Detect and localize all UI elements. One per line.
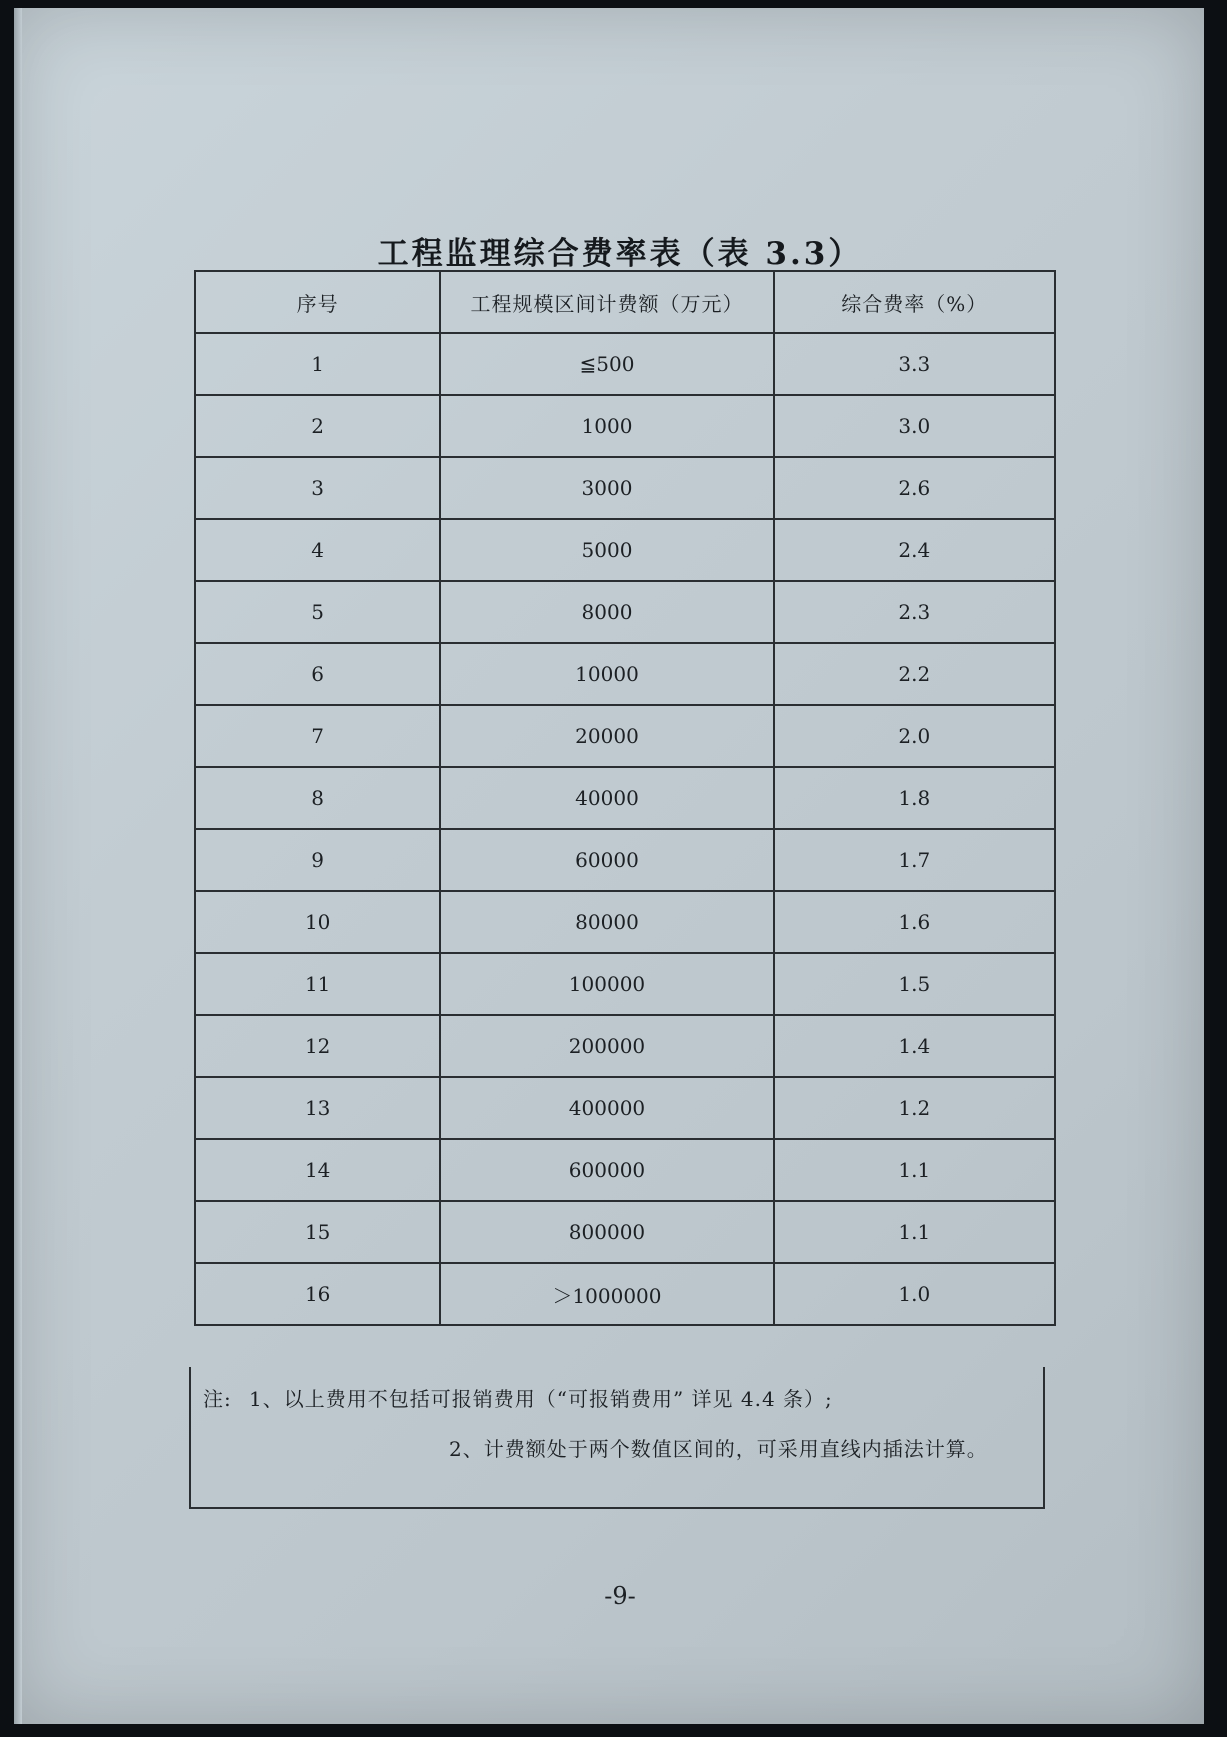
table-row xyxy=(195,581,1055,643)
cell-rate: 2.3 xyxy=(774,581,1055,643)
cell-fee-amount: 60000 xyxy=(440,829,773,891)
cell-fee-amount: 80000 xyxy=(440,891,773,953)
cell-fee-amount: 1000 xyxy=(440,395,773,457)
cell-serial-number: 15 xyxy=(195,1201,440,1263)
cell-rate: 3.3 xyxy=(774,333,1055,395)
cell-serial-number: 11 xyxy=(195,953,440,1015)
table-row xyxy=(195,953,1055,1015)
cell-rate: 3.0 xyxy=(774,395,1055,457)
cell-fee-amount: 10000 xyxy=(440,643,773,705)
cell-fee-amount: 600000 xyxy=(440,1139,773,1201)
page-number: -9- xyxy=(604,1582,636,1610)
table-row xyxy=(195,519,1055,581)
cell-rate: 1.1 xyxy=(774,1139,1055,1201)
table-row xyxy=(195,767,1055,829)
header-serial-number: 序号 xyxy=(195,271,440,333)
table-row xyxy=(195,1015,1055,1077)
cell-serial-number: 8 xyxy=(195,767,440,829)
cell-fee-amount: 5000 xyxy=(440,519,773,581)
note-text-1: 1、以上费用不包括可报销费用（“可报销费用” 详见 4.4 条）; xyxy=(249,1387,833,1411)
rate-table xyxy=(194,270,1056,1326)
cell-rate: 1.1 xyxy=(774,1201,1055,1263)
note-prefix: 注: xyxy=(203,1387,232,1411)
table-row xyxy=(195,1201,1055,1263)
cell-fee-amount: ＞1000000 xyxy=(440,1263,773,1325)
cell-serial-number: 13 xyxy=(195,1077,440,1139)
cell-rate: 2.2 xyxy=(774,643,1055,705)
cell-serial-number: 3 xyxy=(195,457,440,519)
cell-serial-number: 6 xyxy=(195,643,440,705)
cell-rate: 1.2 xyxy=(774,1077,1055,1139)
table-header-row xyxy=(195,271,1055,333)
cell-serial-number: 4 xyxy=(195,519,440,581)
cell-serial-number: 2 xyxy=(195,395,440,457)
cell-fee-amount: 40000 xyxy=(440,767,773,829)
cell-fee-amount: 8000 xyxy=(440,581,773,643)
cell-rate: 1.6 xyxy=(774,891,1055,953)
table-row xyxy=(195,395,1055,457)
cell-serial-number: 10 xyxy=(195,891,440,953)
header-fee-amount: 工程规模区间计费额（万元） xyxy=(440,271,773,333)
table-row xyxy=(195,829,1055,891)
cell-fee-amount: 800000 xyxy=(440,1201,773,1263)
table-row xyxy=(195,333,1055,395)
cell-rate: 1.4 xyxy=(774,1015,1055,1077)
table-row xyxy=(195,457,1055,519)
cell-rate: 2.6 xyxy=(774,457,1055,519)
cell-fee-amount: ≦500 xyxy=(440,333,773,395)
table-row xyxy=(195,1139,1055,1201)
cell-serial-number: 1 xyxy=(195,333,440,395)
cell-rate: 2.4 xyxy=(774,519,1055,581)
cell-fee-amount: 20000 xyxy=(440,705,773,767)
page-edge xyxy=(14,8,22,1724)
table-row xyxy=(195,705,1055,767)
cell-serial-number: 12 xyxy=(195,1015,440,1077)
table-title: 工程监理综合费率表（表 3.3） xyxy=(377,236,863,272)
cell-rate: 1.7 xyxy=(774,829,1055,891)
table-row xyxy=(195,891,1055,953)
cell-serial-number: 5 xyxy=(195,581,440,643)
cell-serial-number: 9 xyxy=(195,829,440,891)
cell-serial-number: 16 xyxy=(195,1263,440,1325)
cell-rate: 2.0 xyxy=(774,705,1055,767)
cell-fee-amount: 400000 xyxy=(440,1077,773,1139)
cell-rate: 1.5 xyxy=(774,953,1055,1015)
note-line-1 xyxy=(203,1383,833,1412)
cell-rate: 1.0 xyxy=(774,1263,1055,1325)
cell-fee-amount: 200000 xyxy=(440,1015,773,1077)
cell-serial-number: 14 xyxy=(195,1139,440,1201)
cell-fee-amount: 100000 xyxy=(440,953,773,1015)
note-line-2: 2、计费额处于两个数值区间的，可采用直线内插法计算。 xyxy=(449,1437,988,1461)
table-row xyxy=(195,643,1055,705)
cell-rate: 1.8 xyxy=(774,767,1055,829)
table-row xyxy=(195,1077,1055,1139)
header-rate: 综合费率（%） xyxy=(774,271,1055,333)
table-notes xyxy=(189,1367,1045,1509)
cell-serial-number: 7 xyxy=(195,705,440,767)
cell-fee-amount: 3000 xyxy=(440,457,773,519)
table-row xyxy=(195,1263,1055,1325)
